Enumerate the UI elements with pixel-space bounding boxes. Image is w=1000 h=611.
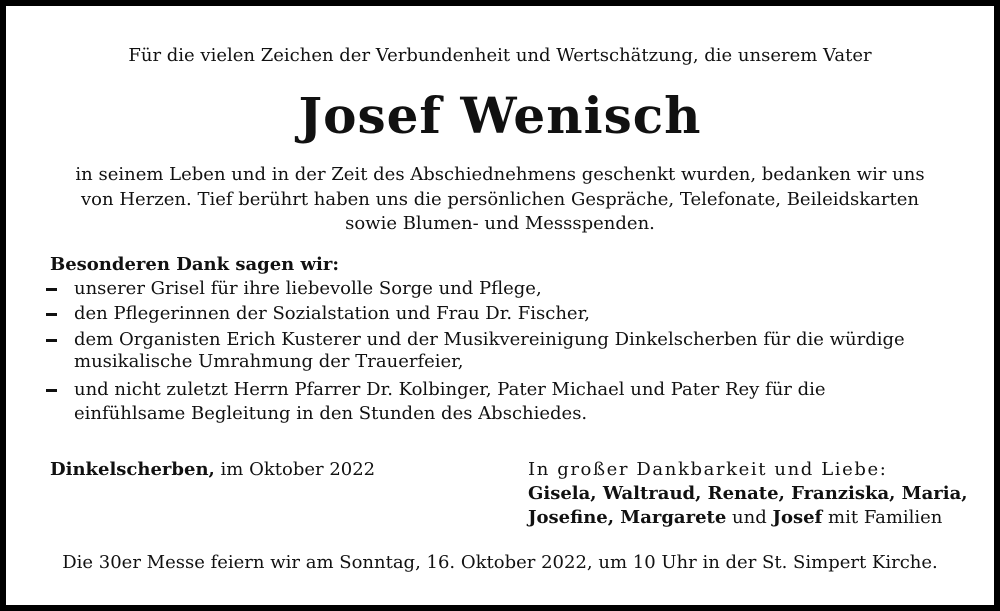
thanks-item-line: und nicht zuletzt Herrn Pfarrer Dr. Kolbinger, Pater Michael und Pater Rey für die <box>74 379 826 400</box>
signers-last: Josef <box>772 507 823 528</box>
dash-bullet <box>46 389 57 392</box>
place-date <box>50 458 375 482</box>
thanks-item-line: musikalische Umrahmung der Trauerfeier, <box>74 351 464 372</box>
signers-and: und <box>726 507 773 528</box>
body-line-1: in seinem Leben und in der Zeit des Abschiednehmens geschenkt wurden, bedanken wir uns <box>75 164 925 185</box>
signers-names: Josefine, Margarete <box>528 507 727 528</box>
place: Dinkelscherben, <box>50 459 215 480</box>
date: im Oktober 2022 <box>214 459 376 480</box>
thanks-item-line: unserer Grisel für ihre liebevolle Sorge und Pflege, <box>74 278 542 299</box>
dash-bullet <box>46 313 57 316</box>
signers-line-1: Gisela, Waltraud, Renate, Franziska, Maria, <box>528 483 968 504</box>
thanks-heading: Besonderen Dank sagen wir: <box>50 254 339 275</box>
thanks-item-line: dem Organisten Erich Kusterer und der Musikvereinigung Dinkelscherben für die würdige <box>74 329 905 350</box>
thanks-item-line: den Pflegerinnen der Sozialstation und Frau Dr. Fischer, <box>74 303 590 324</box>
intro-text: Für die vielen Zeichen der Verbundenheit und Wertschätzung, die unserem Vater <box>128 45 872 66</box>
thanks-item-line: einfühlsame Begleitung in den Stunden des Abschiedes. <box>74 403 588 424</box>
dash-bullet <box>46 288 57 291</box>
dash-bullet <box>46 339 57 342</box>
body-line-3: sowie Blumen- und Messspenden. <box>345 213 655 234</box>
mass-notice: Die 30er Messe feiern wir am Sonntag, 16. Oktober 2022, um 10 Uhr in der St. Simpert Kirche. <box>62 552 938 573</box>
signers-suffix: mit Familien <box>822 507 943 528</box>
body-line-2: von Herzen. Tief berührt haben uns die persönlichen Gespräche, Telefonate, Beileidskarten <box>81 189 919 210</box>
deceased-name: Josef Wenisch <box>298 86 702 145</box>
closing-text: In großer Dankbarkeit und Liebe: <box>528 459 888 480</box>
signers-line-2 <box>528 506 942 530</box>
